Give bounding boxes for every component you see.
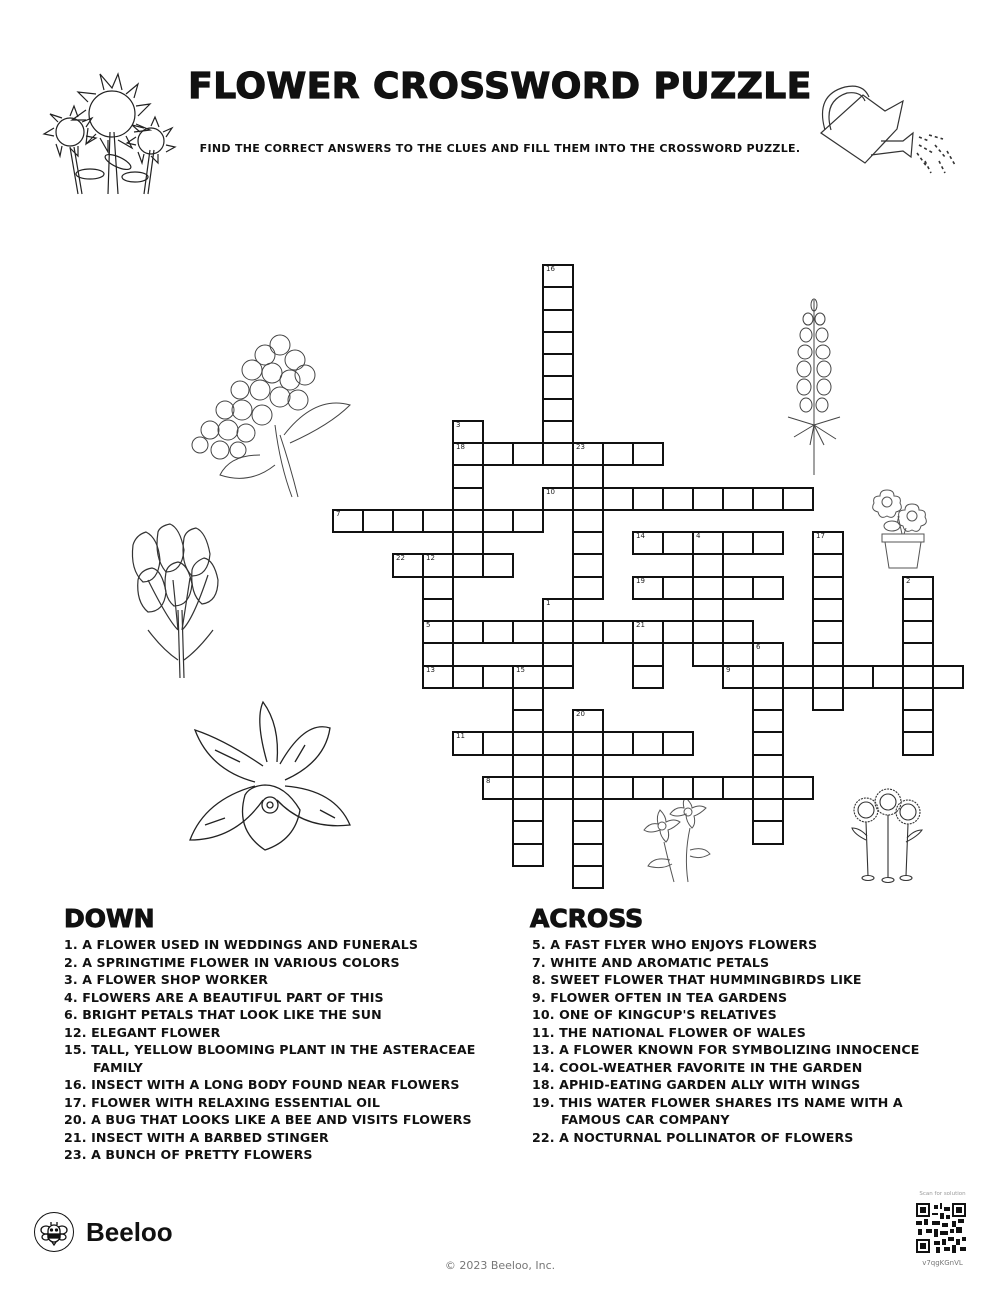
clue-number: 14	[636, 532, 645, 540]
crossword-cell[interactable]	[482, 553, 514, 577]
crossword-cell[interactable]	[902, 665, 934, 689]
crossword-cell[interactable]	[782, 776, 814, 800]
crossword-cell[interactable]	[512, 731, 544, 755]
crossword-cell[interactable]	[362, 509, 394, 533]
crossword-cell[interactable]	[812, 687, 844, 711]
crossword-cell[interactable]	[572, 531, 604, 555]
clue-item: 23. A BUNCH OF PRETTY FLOWERS	[64, 1147, 313, 1162]
clue-number: 16	[546, 265, 555, 273]
crossword-cell[interactable]	[422, 509, 454, 533]
page-title: FLOWER CROSSWORD PUZZLE	[188, 66, 812, 107]
crossword-cell[interactable]	[572, 843, 604, 867]
clue-number: 8	[486, 776, 491, 785]
crossword-cell[interactable]	[602, 620, 634, 644]
clue-number: 11	[456, 732, 465, 741]
crossword-cell[interactable]	[752, 665, 784, 689]
crossword-cell[interactable]	[722, 576, 754, 600]
crossword-cell[interactable]	[662, 776, 694, 800]
crossword-cell[interactable]	[422, 620, 454, 644]
crossword-cell[interactable]	[752, 576, 784, 600]
crossword-cell[interactable]	[512, 665, 544, 689]
clue-number: 12	[426, 554, 435, 563]
crossword-cell[interactable]	[422, 665, 454, 689]
crossword-cell[interactable]	[902, 709, 934, 733]
clue-number: 13	[426, 665, 435, 674]
clue-item: 1. A FLOWER USED IN WEDDINGS AND FUNERALS	[64, 937, 419, 952]
clue-item: 18. APHID-EATING GARDEN ALLY WITH WINGS	[532, 1077, 861, 1092]
crossword-cell[interactable]	[602, 776, 634, 800]
clue-number: 3	[456, 420, 461, 429]
clue-item: 5. A FAST FLYER WHO ENJOYS FLOWERS	[532, 937, 818, 952]
clue-item: 22. A NOCTURNAL POLLINATOR OF FLOWERS	[532, 1129, 854, 1145]
crossword-cell[interactable]	[692, 553, 724, 577]
crossword-cell[interactable]	[542, 776, 574, 800]
crossword-cell[interactable]	[542, 331, 574, 355]
crossword-cell[interactable]	[752, 642, 784, 666]
crossword-cell[interactable]	[602, 442, 634, 466]
crossword-cell[interactable]	[602, 731, 634, 755]
clue-item: 14. COOL-WEATHER FAVORITE IN THE GARDEN	[532, 1059, 863, 1075]
crossword-cell[interactable]	[542, 353, 574, 377]
instructions: FIND THE CORRECT ANSWERS TO THE CLUES AND FILL THEM INTO THE CROSSWORD PUZZLE.	[199, 142, 801, 155]
crossword-cell[interactable]	[542, 642, 574, 666]
crossword-cell[interactable]	[512, 442, 544, 466]
clue-item: 13. A FLOWER KNOWN FOR SYMBOLIZING INNOCENCE	[532, 1042, 920, 1057]
clue-item: 9. FLOWER OFTEN IN TEA GARDENS	[532, 989, 788, 1005]
crossword-cell[interactable]	[752, 731, 784, 755]
crossword-cell[interactable]	[782, 665, 814, 689]
crossword-cell[interactable]	[632, 531, 664, 555]
crossword-cell[interactable]	[452, 442, 484, 466]
crossword-cell[interactable]	[572, 553, 604, 577]
brand-name: Beeloo	[86, 1216, 173, 1247]
crossword-cell[interactable]	[572, 865, 604, 889]
crossword-cell[interactable]	[842, 665, 874, 689]
crossword-cell[interactable]	[542, 420, 574, 444]
crossword-cell[interactable]	[452, 487, 484, 511]
clue-item: 4. FLOWERS ARE A BEAUTIFUL PART OF THIS	[64, 989, 384, 1005]
clue-item: 19. THIS WATER FLOWER SHARES ITS NAME WITH A FAMOUS CAR COMPANY	[532, 1094, 903, 1127]
crossword-cell[interactable]	[422, 576, 454, 600]
crossword-cell[interactable]	[752, 531, 784, 555]
bee-icon	[34, 1212, 74, 1252]
crossword-cell[interactable]	[422, 598, 454, 622]
crossword-cell[interactable]	[722, 487, 754, 511]
clue-number: 23	[576, 443, 585, 451]
crossword-cell[interactable]	[392, 509, 424, 533]
clue-number: 6	[756, 643, 761, 652]
crossword-cell[interactable]	[632, 731, 664, 755]
crossword-cell[interactable]	[902, 576, 934, 600]
crossword-cell[interactable]	[542, 665, 574, 689]
crossword-cell[interactable]	[812, 531, 844, 555]
crossword-cell[interactable]	[572, 487, 604, 511]
crossword-cell[interactable]	[542, 731, 574, 755]
clue-number: 9	[726, 665, 731, 674]
crossword-cell[interactable]	[572, 442, 604, 466]
crossword-cell[interactable]	[482, 776, 514, 800]
crossword-cell[interactable]	[752, 709, 784, 733]
crossword-cell[interactable]	[542, 620, 574, 644]
crossword-cell[interactable]	[572, 776, 604, 800]
crossword-cell[interactable]	[542, 309, 574, 333]
crossword-cell[interactable]	[812, 642, 844, 666]
crossword-cell[interactable]	[722, 531, 754, 555]
clue-item: 6. BRIGHT PETALS THAT LOOK LIKE THE SUN	[64, 1007, 382, 1022]
crossword-cell[interactable]	[512, 709, 544, 733]
clue-number: 22	[396, 554, 405, 563]
clue-item: 8. SWEET FLOWER THAT HUMMINGBIRDS LIKE	[532, 972, 862, 987]
crossword-cell[interactable]	[572, 798, 604, 822]
crossword-cell[interactable]	[752, 820, 784, 844]
crossword-cell[interactable]	[632, 442, 664, 466]
across-heading: ACROSS	[530, 904, 644, 933]
crossword-cell[interactable]	[722, 665, 754, 689]
clue-number: 5	[426, 621, 431, 629]
crossword-cell[interactable]	[632, 620, 664, 644]
crossword-cell[interactable]	[392, 553, 424, 577]
crossword-cell[interactable]	[632, 487, 664, 511]
crossword-cell[interactable]	[482, 509, 514, 533]
crossword-cell[interactable]	[512, 843, 544, 867]
crossword-cell[interactable]	[812, 665, 844, 689]
crossword-cell[interactable]	[512, 509, 544, 533]
crossword-cell[interactable]	[452, 509, 484, 533]
crossword-cell[interactable]	[572, 820, 604, 844]
crossword-cell[interactable]	[452, 464, 484, 488]
crossword-cell[interactable]	[572, 709, 604, 733]
crossword-cell[interactable]	[782, 487, 814, 511]
crossword-cell[interactable]	[542, 442, 574, 466]
clue-item: 11. THE NATIONAL FLOWER OF WALES	[532, 1024, 806, 1040]
crossword-cell[interactable]	[512, 776, 544, 800]
crossword-cell[interactable]	[872, 665, 904, 689]
crossword-cell[interactable]	[902, 687, 934, 711]
crossword-cell[interactable]	[812, 576, 844, 600]
clue-item: 3. A FLOWER SHOP WORKER	[64, 972, 269, 987]
crossword-cell[interactable]	[812, 620, 844, 644]
crossword-cell[interactable]	[452, 531, 484, 555]
crossword-cell[interactable]	[692, 531, 724, 555]
crossword-cell[interactable]	[452, 731, 484, 755]
clue-item: 7. WHITE AND AROMATIC PETALS	[532, 954, 770, 970]
clue-item: 10. ONE OF KINGCUP'S RELATIVES	[532, 1007, 777, 1022]
crossword-cell[interactable]	[512, 820, 544, 844]
crossword-cell[interactable]	[722, 776, 754, 800]
crossword-cell[interactable]	[932, 665, 964, 689]
crossword-cell[interactable]	[422, 642, 454, 666]
crossword-cell[interactable]	[662, 731, 694, 755]
copyright: © 2023 Beeloo, Inc.	[444, 1259, 556, 1272]
crossword-cell[interactable]	[662, 487, 694, 511]
crossword-cell[interactable]	[482, 731, 514, 755]
clue-number: 10	[546, 487, 555, 496]
crossword-cell[interactable]	[572, 754, 604, 778]
crossword-cell[interactable]	[812, 553, 844, 577]
qr-label: Scan for solution	[919, 1191, 966, 1197]
across-clues-list	[532, 936, 932, 1146]
crossword-cell[interactable]	[572, 620, 604, 644]
crossword-cell[interactable]	[512, 620, 544, 644]
crossword-cell[interactable]	[752, 754, 784, 778]
clue-number: 2	[906, 576, 911, 585]
clue-item: 12. ELEGANT FLOWER	[64, 1024, 221, 1040]
qr-code-icon[interactable]	[916, 1203, 966, 1253]
crossword-cell[interactable]	[542, 487, 574, 511]
crossword-cell[interactable]	[452, 420, 484, 444]
crossword-cell[interactable]	[482, 665, 514, 689]
clue-item: 20. A BUG THAT LOOKS LIKE A BEE AND VISITS FLOWERS	[64, 1112, 472, 1127]
clue-item: 21. INSECT WITH A BARBED STINGER	[64, 1129, 329, 1145]
crossword-cell[interactable]	[902, 642, 934, 666]
crossword-cell[interactable]	[812, 598, 844, 622]
clue-number: 4	[696, 532, 701, 540]
clue-number: 18	[456, 443, 465, 451]
clue-number: 15	[516, 665, 525, 674]
crossword-cell[interactable]	[542, 286, 574, 310]
crossword-cell[interactable]	[512, 687, 544, 711]
clue-number: 7	[336, 509, 341, 518]
crossword-cell[interactable]	[902, 620, 934, 644]
crossword-cell[interactable]	[692, 487, 724, 511]
clue-number: 21	[636, 621, 645, 629]
crossword-cell[interactable]	[542, 375, 574, 399]
crossword-cell[interactable]	[422, 553, 454, 577]
crossword-cell[interactable]	[662, 531, 694, 555]
crossword-cell[interactable]	[902, 598, 934, 622]
crossword-cell[interactable]	[452, 553, 484, 577]
crossword-cell[interactable]	[452, 665, 484, 689]
crossword-cell[interactable]	[452, 620, 484, 644]
clue-item: 2. A SPRINGTIME FLOWER IN VARIOUS COLORS	[64, 954, 400, 970]
crossword-cell[interactable]	[752, 487, 784, 511]
clue-item: 16. INSECT WITH A LONG BODY FOUND NEAR FLOWERS	[64, 1077, 460, 1092]
crossword-cell[interactable]	[752, 687, 784, 711]
crossword-cell[interactable]	[692, 620, 724, 644]
crossword-cell[interactable]	[632, 642, 664, 666]
crossword-cell[interactable]	[572, 509, 604, 533]
crossword-cell[interactable]	[332, 509, 364, 533]
down-clues-list	[64, 936, 494, 1164]
crossword-cell[interactable]	[512, 754, 544, 778]
beeloo-logo	[34, 1212, 173, 1252]
crossword-cell[interactable]	[692, 776, 724, 800]
clue-number: 17	[816, 532, 825, 540]
crossword-cell[interactable]	[542, 264, 574, 288]
clue-number: 1	[546, 598, 551, 607]
crossword-cell[interactable]	[902, 731, 934, 755]
crossword-cell[interactable]	[542, 398, 574, 422]
crossword-cell[interactable]	[572, 464, 604, 488]
crossword-cell[interactable]	[632, 576, 664, 600]
crossword-cell[interactable]	[662, 576, 694, 600]
crossword-cell[interactable]	[632, 776, 664, 800]
crossword-cell[interactable]	[482, 442, 514, 466]
clue-number: 20	[576, 710, 585, 718]
crossword-cell[interactable]	[752, 776, 784, 800]
crossword-cell[interactable]	[752, 798, 784, 822]
crossword-cell[interactable]	[572, 731, 604, 755]
crossword-cell[interactable]	[692, 576, 724, 600]
clue-item: 17. FLOWER WITH RELAXING ESSENTIAL OIL	[64, 1094, 380, 1110]
clue-item: 15. TALL, YELLOW BLOOMING PLANT IN THE ASTERACEAE FAMILY	[64, 1042, 476, 1075]
crossword-cell[interactable]	[602, 487, 634, 511]
clue-number: 19	[636, 576, 645, 585]
crossword-cell[interactable]	[662, 620, 694, 644]
crossword-cell[interactable]	[632, 665, 664, 689]
crossword-cell[interactable]	[512, 798, 544, 822]
crossword-cell[interactable]	[482, 620, 514, 644]
crossword-cell[interactable]	[572, 576, 604, 600]
down-heading: DOWN	[64, 904, 155, 933]
qr-code-text: v7qgKGnVL	[922, 1259, 963, 1267]
crossword-cell[interactable]	[692, 642, 724, 666]
crossword-cell[interactable]	[542, 598, 574, 622]
crossword-cell[interactable]	[692, 598, 724, 622]
crossword-cell[interactable]	[722, 620, 754, 644]
